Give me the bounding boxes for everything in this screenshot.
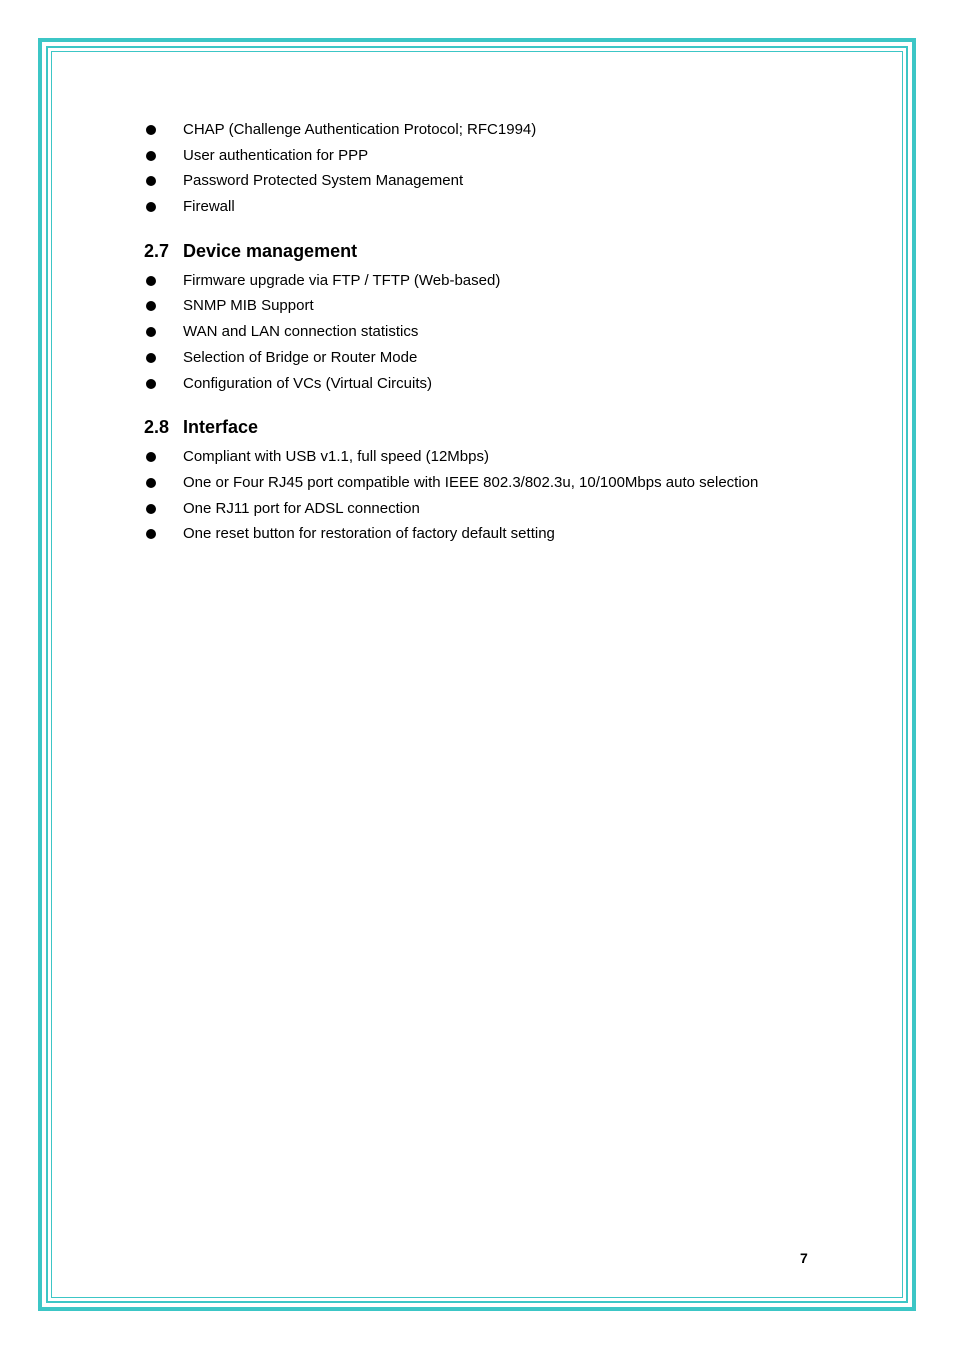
list-item-text: Compliant with USB v1.1, full speed (12Mbps) (183, 448, 489, 466)
list-item-text: SNMP MIB Support (183, 297, 314, 315)
bullet-dot-icon (146, 504, 156, 514)
bullet-dot-icon (146, 176, 156, 186)
bullet-dot-icon (146, 478, 156, 488)
list-item (144, 168, 844, 194)
page-content (144, 117, 844, 547)
section-title: Device management (183, 240, 358, 261)
bullet-dot-icon (146, 452, 156, 462)
list-item-text: One or Four RJ45 port compatible with IEEE 802.3/802.3u, 10/100Mbps auto selection (183, 473, 759, 491)
list-item-text: Firmware upgrade via FTP / TFTP (Web-based) (183, 271, 501, 289)
section-number: 2.7 (144, 240, 170, 261)
list-item (144, 521, 844, 547)
list-item (144, 268, 844, 294)
list-item-text: Firewall (183, 198, 235, 216)
intro-feature-list (144, 117, 844, 220)
bullet-dot-icon (146, 529, 156, 539)
device-management-list (144, 268, 844, 396)
list-item-text: CHAP (Challenge Authentication Protocol; RFC1994) (183, 121, 537, 138)
list-item (144, 345, 844, 371)
list-item (144, 470, 844, 496)
section-title: Interface (183, 417, 259, 438)
list-item-text: User authentication for PPP (183, 146, 369, 164)
bullet-dot-icon (146, 125, 156, 135)
section-interface (144, 412, 844, 547)
list-item (144, 444, 844, 470)
bullet-dot-icon (146, 276, 156, 286)
bullet-dot-icon (146, 301, 156, 311)
list-item (144, 496, 844, 522)
list-item-text: Password Protected System Management (183, 172, 464, 190)
bullet-dot-icon (146, 202, 156, 212)
bullet-dot-icon (146, 379, 156, 389)
bullet-dot-icon (146, 151, 156, 161)
list-item (144, 319, 844, 345)
list-item (144, 371, 844, 397)
bullet-dot-icon (146, 353, 156, 363)
page-number: 7 (800, 1250, 808, 1266)
list-item-text: Selection of Bridge or Router Mode (183, 348, 418, 366)
section-heading (144, 412, 844, 442)
list-item-text: One reset button for restoration of factory default setting (183, 525, 555, 543)
list-item-text: One RJ11 port for ADSL connection (183, 499, 420, 517)
interface-list (144, 444, 844, 547)
list-item (144, 194, 844, 220)
list-item (144, 293, 844, 319)
section-device-management (144, 236, 844, 396)
section-number: 2.8 (144, 417, 170, 438)
section-heading (144, 236, 844, 266)
list-item-text: WAN and LAN connection statistics (183, 323, 419, 341)
list-item-text: Configuration of VCs (Virtual Circuits) (183, 374, 432, 392)
bullet-dot-icon (146, 327, 156, 337)
list-item (144, 117, 844, 143)
list-item (144, 143, 844, 169)
